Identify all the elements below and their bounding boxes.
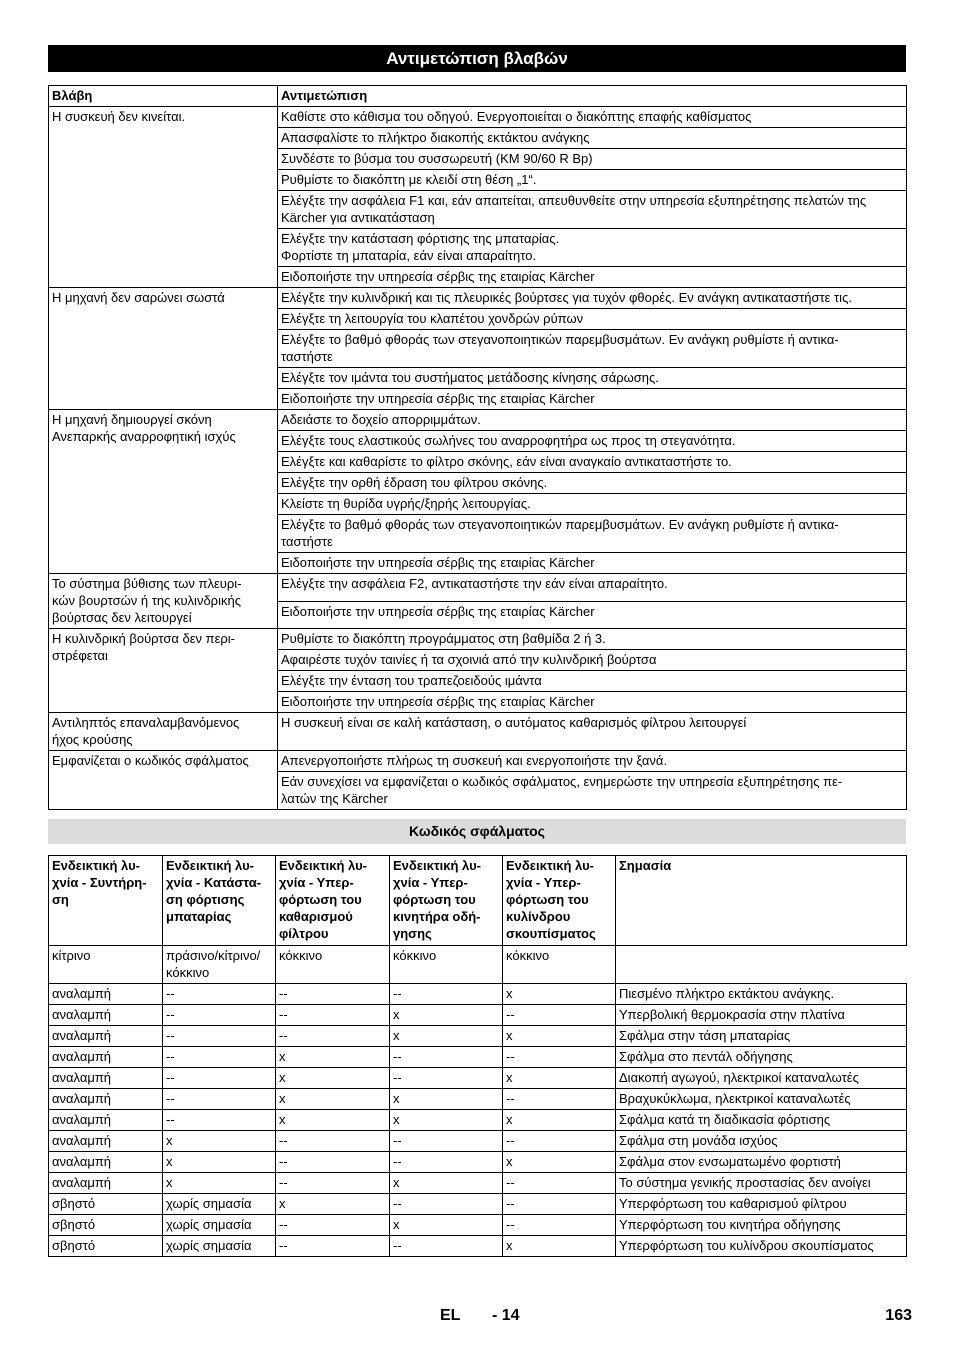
lamp-state-cell: x: [390, 1026, 503, 1047]
lamp-state-cell: αναλαμπή: [49, 984, 163, 1005]
remedy-cell: Κλείστε τη θυρίδα υγρής/ξηρής λειτουργίας.: [278, 494, 907, 515]
remedy-cell: Απασφαλίστε το πλήκτρο διακοπής εκτάκτου ανάγκης: [278, 128, 907, 149]
table-row: [49, 1026, 907, 1047]
lamp-state-cell: --: [276, 1215, 390, 1236]
lamp-state-cell: x: [276, 1047, 390, 1068]
fault-cell: Η κυλινδρική βούρτσα δεν περι- στρέφεται: [49, 629, 278, 713]
meaning-cell: Σφάλμα στη μονάδα ισχύος: [616, 1131, 907, 1152]
lamp-state-cell: --: [276, 1173, 390, 1194]
remedy-cell: Ελέγξτε τους ελαστικούς σωλήνες του αναρροφητήρα ως προς τη στεγανότητα.: [278, 431, 907, 452]
lamp-state-cell: x: [163, 1131, 276, 1152]
lamp-state-cell: --: [163, 1005, 276, 1026]
lamp-state-cell: x: [503, 1152, 616, 1173]
lamp-state-cell: x: [390, 1215, 503, 1236]
lamp-state-cell: αναλαμπή: [49, 1110, 163, 1131]
meaning-cell: Σφάλμα στο πεντάλ οδήγησης: [616, 1047, 907, 1068]
meaning-cell: Σφάλμα κατά τη διαδικασία φόρτισης: [616, 1110, 907, 1131]
lamp-state-cell: αναλαμπή: [49, 1047, 163, 1068]
table-row: [49, 1005, 907, 1026]
lamp-state-cell: --: [503, 1194, 616, 1215]
lamp-state-cell: χωρίς σημασία: [163, 1194, 276, 1215]
lamp-state-cell: --: [390, 984, 503, 1005]
page-title: Αντιμετώπιση βλαβών: [48, 45, 906, 72]
lamp-state-cell: --: [390, 1236, 503, 1257]
lamp-state-cell: --: [276, 1026, 390, 1047]
remedy-cell: Ειδοποιήστε την υπηρεσία σέρβις της εταιρίας Kärcher: [278, 267, 907, 288]
lamp-state-cell: --: [503, 1089, 616, 1110]
lamp-state-cell: x: [503, 1026, 616, 1047]
remedy-cell: Ειδοποιήστε την υπηρεσία σέρβις της εταιρίας Kärcher: [278, 692, 907, 713]
remedy-cell: Ειδοποιήστε την υπηρεσία σέρβις της εταιρίας Kärcher: [278, 601, 907, 629]
lamp-state-cell: αναλαμπή: [49, 1005, 163, 1026]
remedy-cell: Εάν συνεχίσει να εμφανίζεται ο κωδικός σφάλματος, ενημερώστε την υπηρεσία εξυπηρέτησης πε- λατών της Kärcher: [278, 772, 907, 810]
meaning-cell: Διακοπή αγωγού, ηλεκτρικοί καταναλωτές: [616, 1068, 907, 1089]
lamp-state-cell: αναλαμπή: [49, 1131, 163, 1152]
meaning-cell: Υπερβολική θερμοκρασία στην πλατίνα: [616, 1005, 907, 1026]
remedy-cell: Ελέγξτε την ένταση του τραπεζοειδούς ιμάντα: [278, 671, 907, 692]
table-row: [49, 1215, 907, 1236]
lamp-state-cell: --: [390, 1047, 503, 1068]
remedy-cell: Ελέγξτε την κυλινδρική και τις πλευρικές βούρτσες για τυχόν φθορές. Εν ανάγκη αντικαταστήστε τις.: [278, 288, 907, 309]
lamp-state-cell: σβηστό: [49, 1236, 163, 1257]
code-col-header: Ενδεικτική λυ- χνία - Υπερ- φόρτωση του κυλίνδρου σκουπίσματος: [503, 856, 616, 946]
code-col-header: Ενδεικτική λυ- χνία - Κατάστα- ση φόρτισης μπαταρίας: [163, 856, 276, 946]
lamp-state-cell: x: [390, 1005, 503, 1026]
footer-page-number: - 14: [492, 1307, 520, 1324]
lamp-state-cell: --: [503, 1005, 616, 1026]
fault-cell: Η μηχανή δεν σαρώνει σωστά: [49, 288, 278, 410]
lamp-state-cell: --: [163, 1026, 276, 1047]
remedy-cell: Ρυθμίστε το διακόπτη με κλειδί στη θέση „1“.: [278, 170, 907, 191]
col-remedy-header: Αντιμετώπιση: [278, 86, 907, 107]
lamp-state-cell: χωρίς σημασία: [163, 1215, 276, 1236]
footer-total-page: 163: [885, 1307, 912, 1324]
lamp-state-cell: αναλαμπή: [49, 1152, 163, 1173]
lamp-color-cell: κίτρινο: [49, 946, 163, 984]
remedy-cell: Ελέγξτε την κατάσταση φόρτισης της μπαταρίας. Φορτίστε τη μπαταρία, εάν είναι απαραίτητο.: [278, 229, 907, 267]
remedy-cell: Απενεργοποιήστε πλήρως τη συσκευή και ενεργοποιήστε την ξανά.: [278, 751, 907, 772]
meaning-cell: Πιεσμένο πλήκτρο εκτάκτου ανάγκης.: [616, 984, 907, 1005]
color-row: [49, 946, 907, 984]
error-codes-heading: Κωδικός σφάλματος: [48, 819, 906, 844]
lamp-state-cell: αναλαμπή: [49, 1173, 163, 1194]
code-col-header: Ενδεικτική λυ- χνία - Υπερ- φόρτωση του καθαρισμού φίλτρου: [276, 856, 390, 946]
fault-cell: Η μηχανή δημιουργεί σκόνη Ανεπαρκής αναρροφητική ισχύς: [49, 410, 278, 574]
table-row: [49, 288, 907, 309]
remedy-cell: Αδειάστε το δοχείο απορριμμάτων.: [278, 410, 907, 431]
lamp-state-cell: --: [276, 1005, 390, 1026]
table-row: [49, 629, 907, 650]
faults-table: [48, 85, 907, 810]
lamp-state-cell: --: [163, 1068, 276, 1089]
table-row: [49, 1089, 907, 1110]
lamp-state-cell: --: [163, 984, 276, 1005]
remedy-cell: Ελέγξτε την ασφάλεια F2, αντικαταστήστε την εάν είναι απαραίτητο.: [278, 574, 907, 602]
table-row: [49, 1131, 907, 1152]
footer-language: EL: [440, 1307, 461, 1324]
lamp-state-cell: --: [503, 1215, 616, 1236]
code-col-header: Σημασία: [616, 856, 907, 946]
lamp-state-cell: x: [503, 1236, 616, 1257]
lamp-state-cell: αναλαμπή: [49, 1068, 163, 1089]
table-row: [49, 1068, 907, 1089]
remedy-cell: Συνδέστε το βύσμα του συσσωρευτή (KM 90/60 R Bp): [278, 149, 907, 170]
meaning-cell: Βραχυκύκλωμα, ηλεκτρικοί καταναλωτές: [616, 1089, 907, 1110]
error-codes-table: [48, 855, 907, 1257]
remedy-cell: Ελέγξτε και καθαρίστε το φίλτρο σκόνης, εάν είναι αναγκαίο αντικαταστήστε το.: [278, 452, 907, 473]
lamp-state-cell: --: [390, 1194, 503, 1215]
meaning-cell: Υπερφόρτωση του καθαρισμού φίλτρου: [616, 1194, 907, 1215]
lamp-state-cell: --: [503, 1173, 616, 1194]
meaning-cell: Υπερφόρτωση του κυλίνδρου σκουπίσματος: [616, 1236, 907, 1257]
lamp-state-cell: x: [276, 1068, 390, 1089]
remedy-cell: Ρυθμίστε το διακόπτη προγράμματος στη βαθμίδα 2 ή 3.: [278, 629, 907, 650]
lamp-state-cell: x: [276, 1110, 390, 1131]
lamp-state-cell: σβηστό: [49, 1215, 163, 1236]
meaning-cell: Σφάλμα στον ενσωματωμένο φορτιστή: [616, 1152, 907, 1173]
lamp-state-cell: αναλαμπή: [49, 1089, 163, 1110]
table-row: [49, 984, 907, 1005]
col-fault-header: Βλάβη: [49, 86, 278, 107]
table-row: [49, 751, 907, 772]
lamp-color-cell: κόκκινο: [503, 946, 616, 984]
remedy-cell: Ειδοποιήστε την υπηρεσία σέρβις της εταιρίας Kärcher: [278, 553, 907, 574]
remedy-cell: Αφαιρέστε τυχόν ταινίες ή τα σχοινιά από την κυλινδρική βούρτσα: [278, 650, 907, 671]
remedy-cell: Ελέγξτε τη λειτουργία του κλαπέτου χονδρών ρύπων: [278, 309, 907, 330]
table-row: [49, 1173, 907, 1194]
lamp-state-cell: x: [276, 1194, 390, 1215]
lamp-state-cell: --: [390, 1131, 503, 1152]
lamp-state-cell: x: [503, 1110, 616, 1131]
lamp-state-cell: x: [163, 1152, 276, 1173]
table-row: [49, 107, 907, 128]
lamp-state-cell: x: [390, 1110, 503, 1131]
lamp-state-cell: --: [276, 1131, 390, 1152]
lamp-state-cell: --: [163, 1047, 276, 1068]
table-row: [49, 574, 907, 602]
lamp-state-cell: χωρίς σημασία: [163, 1236, 276, 1257]
lamp-state-cell: x: [390, 1173, 503, 1194]
lamp-state-cell: x: [163, 1173, 276, 1194]
fault-cell: Το σύστημα βύθισης των πλευρι- κών βουρτσών ή της κυλινδρικής βούρτσας δεν λειτουργεί: [49, 574, 278, 629]
remedy-cell: Ελέγξτε το βαθμό φθοράς των στεγανοποιητικών παρεμβυσμάτων. Εν ανάγκη ρυθμίστε ή αντικα- ταστήστε: [278, 515, 907, 553]
lamp-color-cell: κόκκινο: [276, 946, 390, 984]
lamp-state-cell: x: [503, 1068, 616, 1089]
remedy-cell: Ειδοποιήστε την υπηρεσία σέρβις της εταιρίας Kärcher: [278, 389, 907, 410]
table-row: [49, 410, 907, 431]
code-col-header: Ενδεικτική λυ- χνία - Υπερ- φόρτωση του κινητήρα οδή- γησης: [390, 856, 503, 946]
fault-cell: Η συσκευή δεν κινείται.: [49, 107, 278, 288]
lamp-state-cell: --: [163, 1110, 276, 1131]
lamp-color-cell: πράσινο/κίτρινο/ κόκκινο: [163, 946, 276, 984]
remedy-cell: Ελέγξτε τον ιμάντα του συστήματος μετάδοσης κίνησης σάρωσης.: [278, 368, 907, 389]
lamp-state-cell: --: [390, 1068, 503, 1089]
lamp-state-cell: x: [276, 1089, 390, 1110]
lamp-state-cell: --: [276, 1152, 390, 1173]
fault-cell: Αντιληπτός επαναλαμβανόμενος ήχος κρούσης: [49, 713, 278, 751]
meaning-cell: Σφάλμα στην τάση μπαταρίας: [616, 1026, 907, 1047]
remedy-cell: Ελέγξτε την ασφάλεια F1 και, εάν απαιτείται, απευθυνθείτε στην υπηρεσία εξυπηρέτησης πελατών της Kärcher για αντικατάσταση: [278, 191, 907, 229]
lamp-state-cell: --: [163, 1089, 276, 1110]
code-col-header: Ενδεικτική λυ- χνία - Συντήρη- ση: [49, 856, 163, 946]
lamp-state-cell: --: [390, 1152, 503, 1173]
table-row: [49, 1236, 907, 1257]
remedy-cell: Η συσκευή είναι σε καλή κατάσταση, ο αυτόματος καθαρισμός φίλτρου λειτουργεί: [278, 713, 907, 751]
meaning-cell: Το σύστημα γενικής προστασίας δεν ανοίγει: [616, 1173, 907, 1194]
lamp-state-cell: x: [503, 984, 616, 1005]
lamp-state-cell: αναλαμπή: [49, 1026, 163, 1047]
table-row: [49, 1152, 907, 1173]
table-row: [49, 713, 907, 751]
fault-cell: Εμφανίζεται ο κωδικός σφάλματος: [49, 751, 278, 810]
lamp-state-cell: x: [390, 1089, 503, 1110]
lamp-color-cell: κόκκινο: [390, 946, 503, 984]
lamp-state-cell: --: [276, 984, 390, 1005]
lamp-state-cell: --: [503, 1047, 616, 1068]
remedy-cell: Ελέγξτε την ορθή έδραση του φίλτρου σκόνης.: [278, 473, 907, 494]
table-row: [49, 1194, 907, 1215]
remedy-cell: Καθίστε στο κάθισμα του οδηγού. Ενεργοποιείται ο διακόπτης επαφής καθίσματος: [278, 107, 907, 128]
lamp-state-cell: --: [503, 1131, 616, 1152]
table-row: [49, 1110, 907, 1131]
lamp-state-cell: --: [276, 1236, 390, 1257]
meaning-cell: Υπερφόρτωση του κινητήρα οδήγησης: [616, 1215, 907, 1236]
lamp-state-cell: σβηστό: [49, 1194, 163, 1215]
table-row: [49, 1047, 907, 1068]
remedy-cell: Ελέγξτε το βαθμό φθοράς των στεγανοποιητικών παρεμβυσμάτων. Εν ανάγκη ρυθμίστε ή αντικα- ταστήστε: [278, 330, 907, 368]
